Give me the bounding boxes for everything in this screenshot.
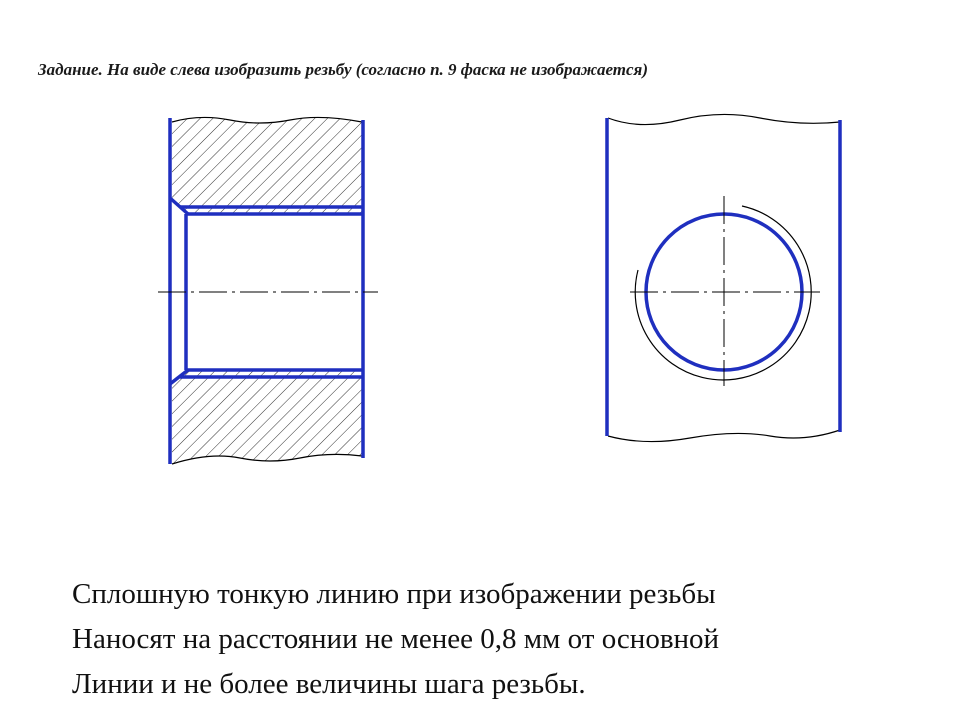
note-line-1: Сплошную тонкую линию при изображении резьбы bbox=[72, 578, 716, 610]
task-caption: Задание. На виде слева изобразить резьбу (согласно п. 9 фаска не изображается) bbox=[38, 60, 648, 79]
left-view-bottom-break-line bbox=[608, 430, 840, 442]
bottom-hatched-region bbox=[172, 370, 362, 464]
note-line-3: Линии и не более величины шага резьбы. bbox=[72, 668, 586, 700]
left-view-top-break-line bbox=[608, 114, 840, 124]
section-view bbox=[158, 117, 378, 464]
top-hatched-region bbox=[172, 117, 362, 214]
thread-thin-arc bbox=[635, 206, 811, 380]
note-text bbox=[72, 572, 942, 707]
left-view bbox=[607, 114, 840, 441]
note-line-2: Наносят на расстоянии не менее 0,8 мм от основной bbox=[72, 623, 720, 655]
